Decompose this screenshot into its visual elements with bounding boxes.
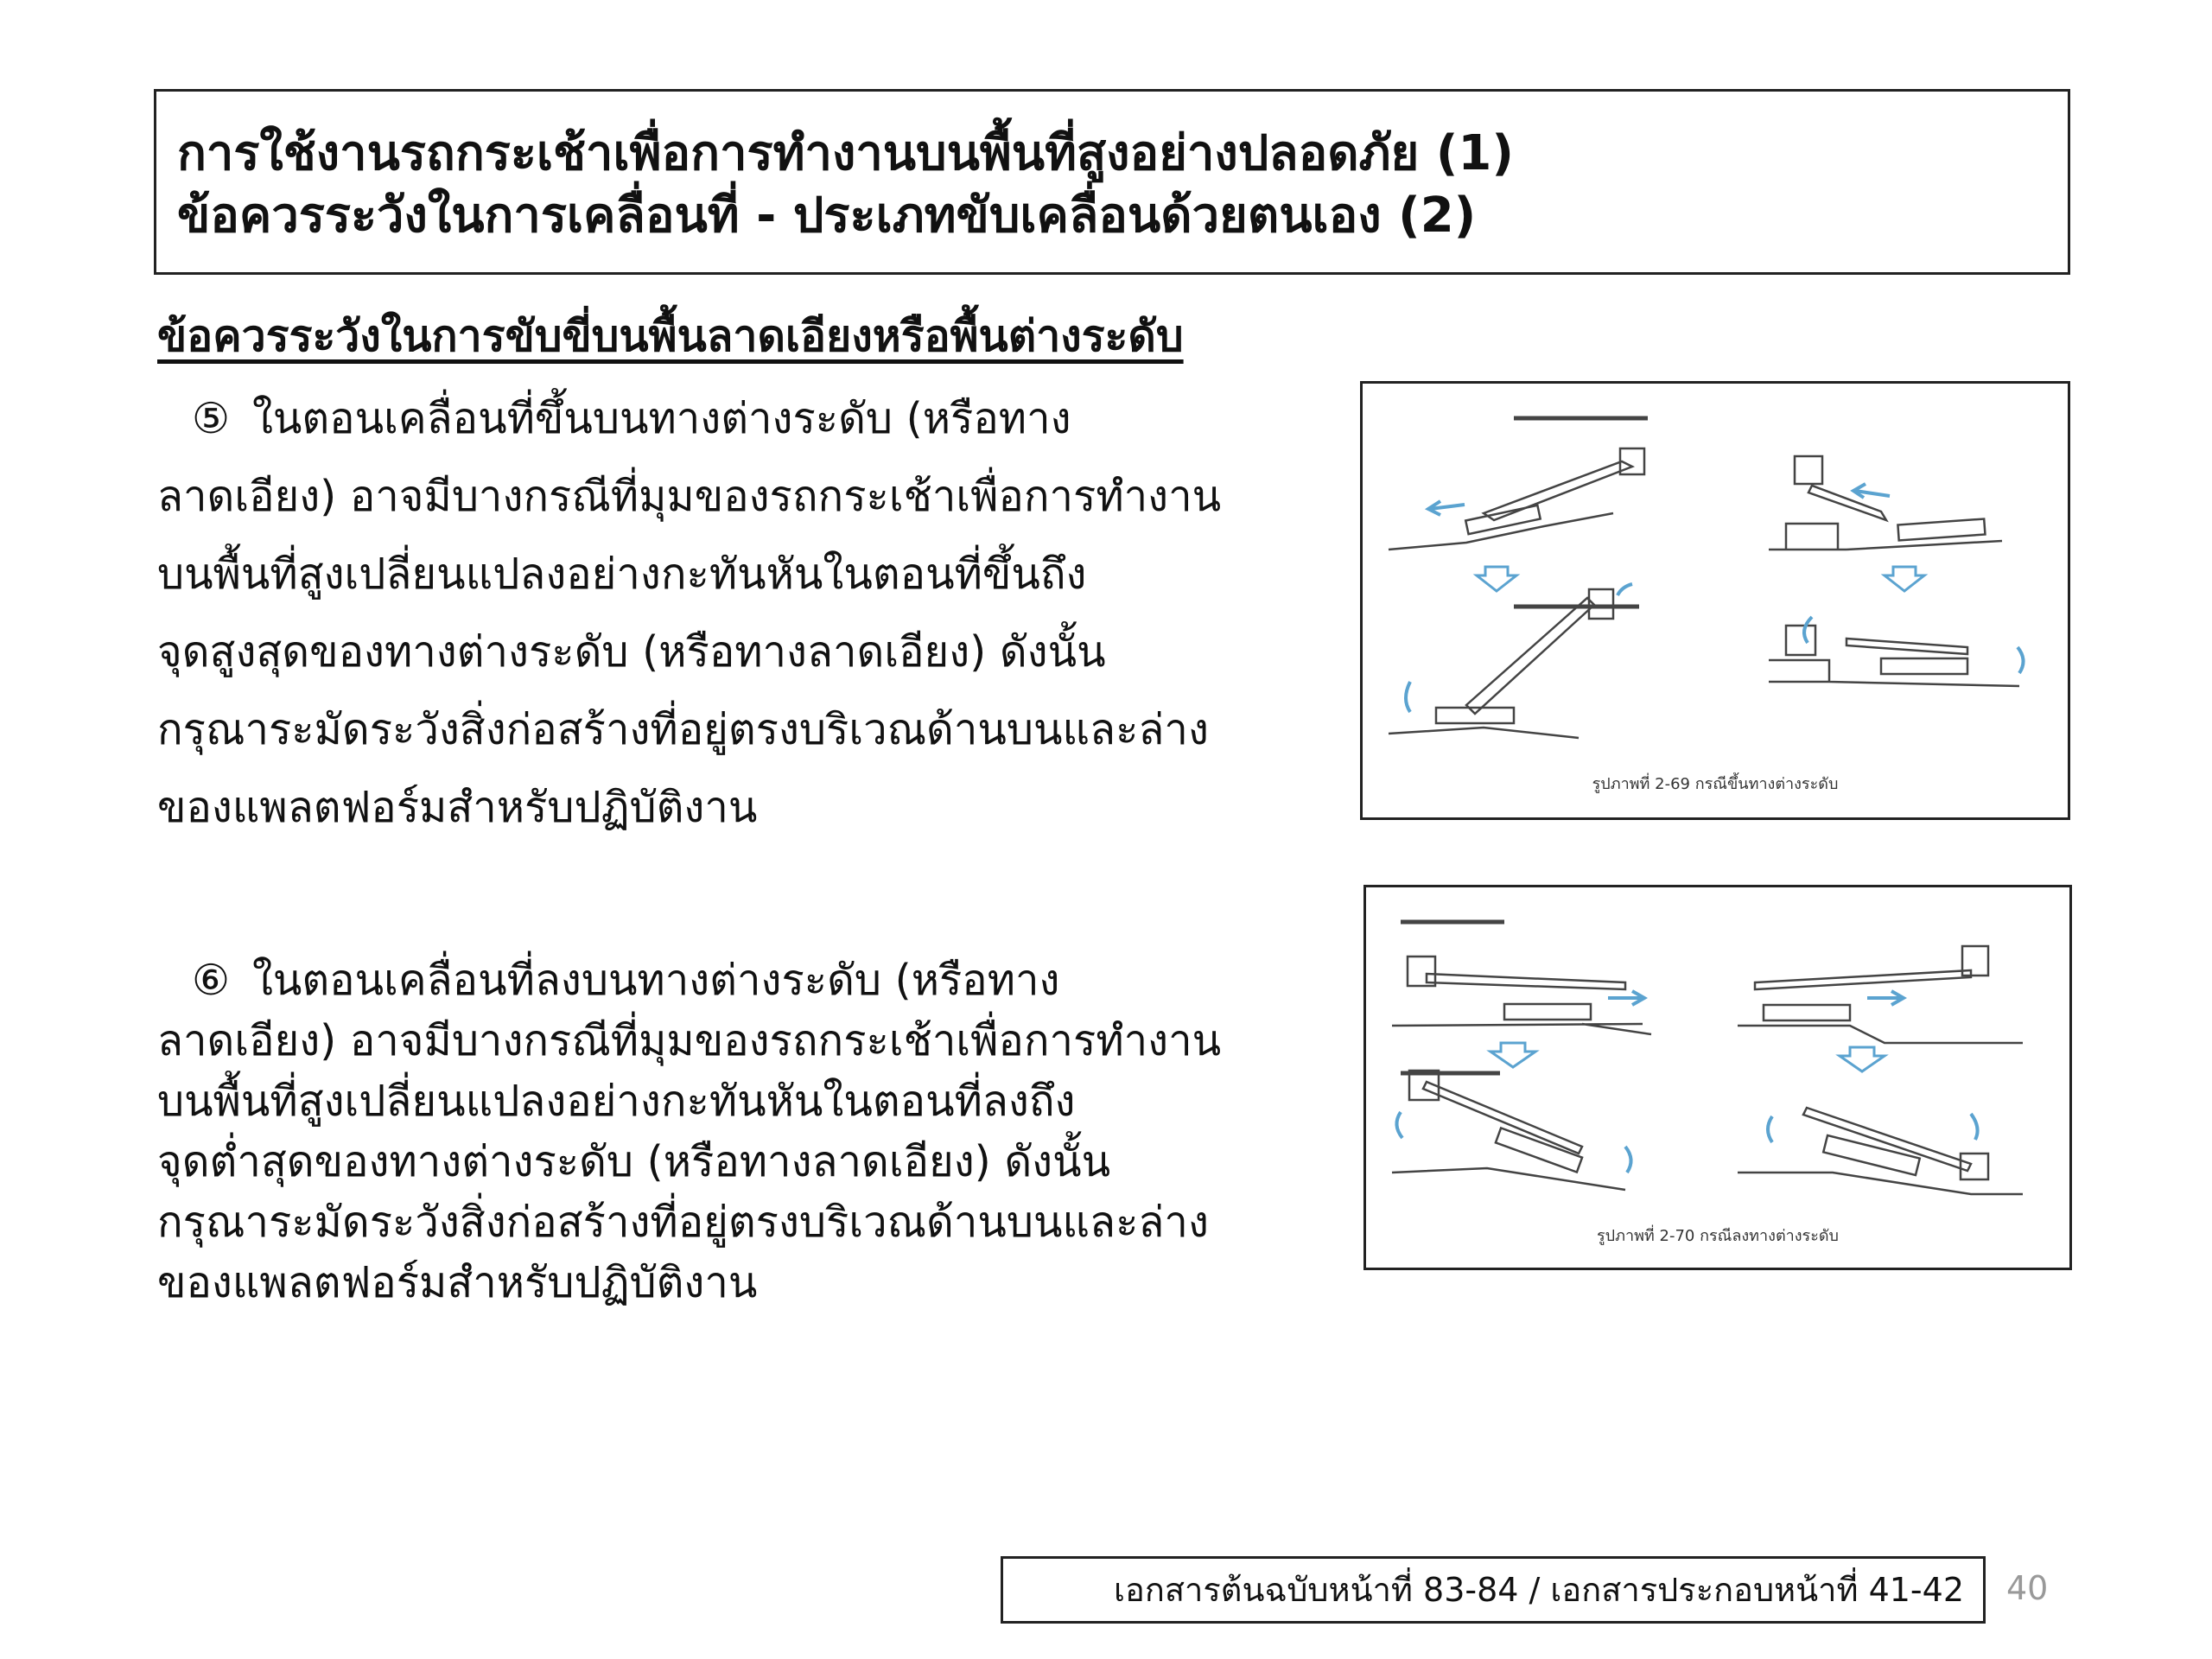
item-6-line-1 [157,950,1221,1011]
figure-2-69-ascending [1360,381,2070,820]
item-6-line-4: จุดต่ำสุดของทางต่างระดับ (หรือทางลาดเอียง) ดังนั้น [157,1137,1111,1186]
section-subheading: ข้อควรระวังในการขับขี่บนพื้นลาดเอียงหรือพื้นต่างระดับ [157,311,1184,361]
figure-2-70-illustration [1366,887,2075,1216]
figure-2-69-illustration [1363,384,2073,764]
page-number: 40 [2006,1569,2049,1607]
item-6-line-2: ลาดเอียง) อาจมีบางกรณีที่มุมของรถกระเช้าเพื่อการทำงาน [157,1016,1222,1065]
item-5-line-5: กรุณาระมัดระวังสิ่งก่อสร้างที่อยู่ตรงบริเวณด้านบนและล่าง [157,705,1209,754]
item-5-line-3: บนพื้นที่สูงเปลี่ยนแปลงอย่างกะทันหันในตอนที่ขึ้นถึง [157,550,1087,599]
item-5-line-6: ของแพลตฟอร์มสำหรับปฏิบัติงาน [157,783,758,832]
source-reference-box: เอกสารต้นฉบับหน้าที่ 83-84 / เอกสารประกอบหน้าที่ 41-42 [1001,1556,1986,1624]
figure-2-69-caption: รูปภาพที่ 2-69 กรณีขึ้นทางต่างระดับ [1592,775,1839,793]
item-5-line-2: ลาดเอียง) อาจมีบางกรณีที่มุมของรถกระเช้าเพื่อการทำงาน [157,472,1222,521]
item-6-marker: ⑥ [192,956,230,1005]
item-5-marker: ⑤ [192,394,230,443]
slide-title-box [154,89,2070,275]
figure-2-70-descending [1363,885,2072,1270]
item-5-line-4: จุดสูงสุดของทางต่างระดับ (หรือทางลาดเอียง) ดังนั้น [157,627,1106,677]
item-6-line-5: กรุณาระมัดระวังสิ่งก่อสร้างที่อยู่ตรงบริเวณด้านบนและล่าง [157,1198,1209,1247]
item-6-line-1-text: ในตอนเคลื่อนที่ลงบนทางต่างระดับ (หรือทาง [251,956,1060,1005]
item-5-line-1 [157,380,1221,458]
slide-title-line-1: การใช้งานรถกระเช้าเพื่อการทำงานบนพื้นที่สูงอย่างปลอดภัย (1) [177,125,1514,181]
item-6-paragraph [157,950,1221,1313]
figure-2-70-caption: รูปภาพที่ 2-70 กรณีลงทางต่างระดับ [1597,1227,1839,1245]
item-5-paragraph [157,380,1221,847]
item-5-line-1-text: ในตอนเคลื่อนที่ขึ้นบนทางต่างระดับ (หรือทาง [251,394,1071,443]
item-6-line-6: ของแพลตฟอร์มสำหรับปฏิบัติงาน [157,1258,758,1307]
item-6-line-3: บนพื้นที่สูงเปลี่ยนแปลงอย่างกะทันหันในตอนที่ลงถึง [157,1077,1076,1126]
slide-title-line-2: ข้อควรระวังในการเคลื่อนที่ - ประเภทขับเคลื่อนด้วยตนเอง (2) [177,188,1477,244]
